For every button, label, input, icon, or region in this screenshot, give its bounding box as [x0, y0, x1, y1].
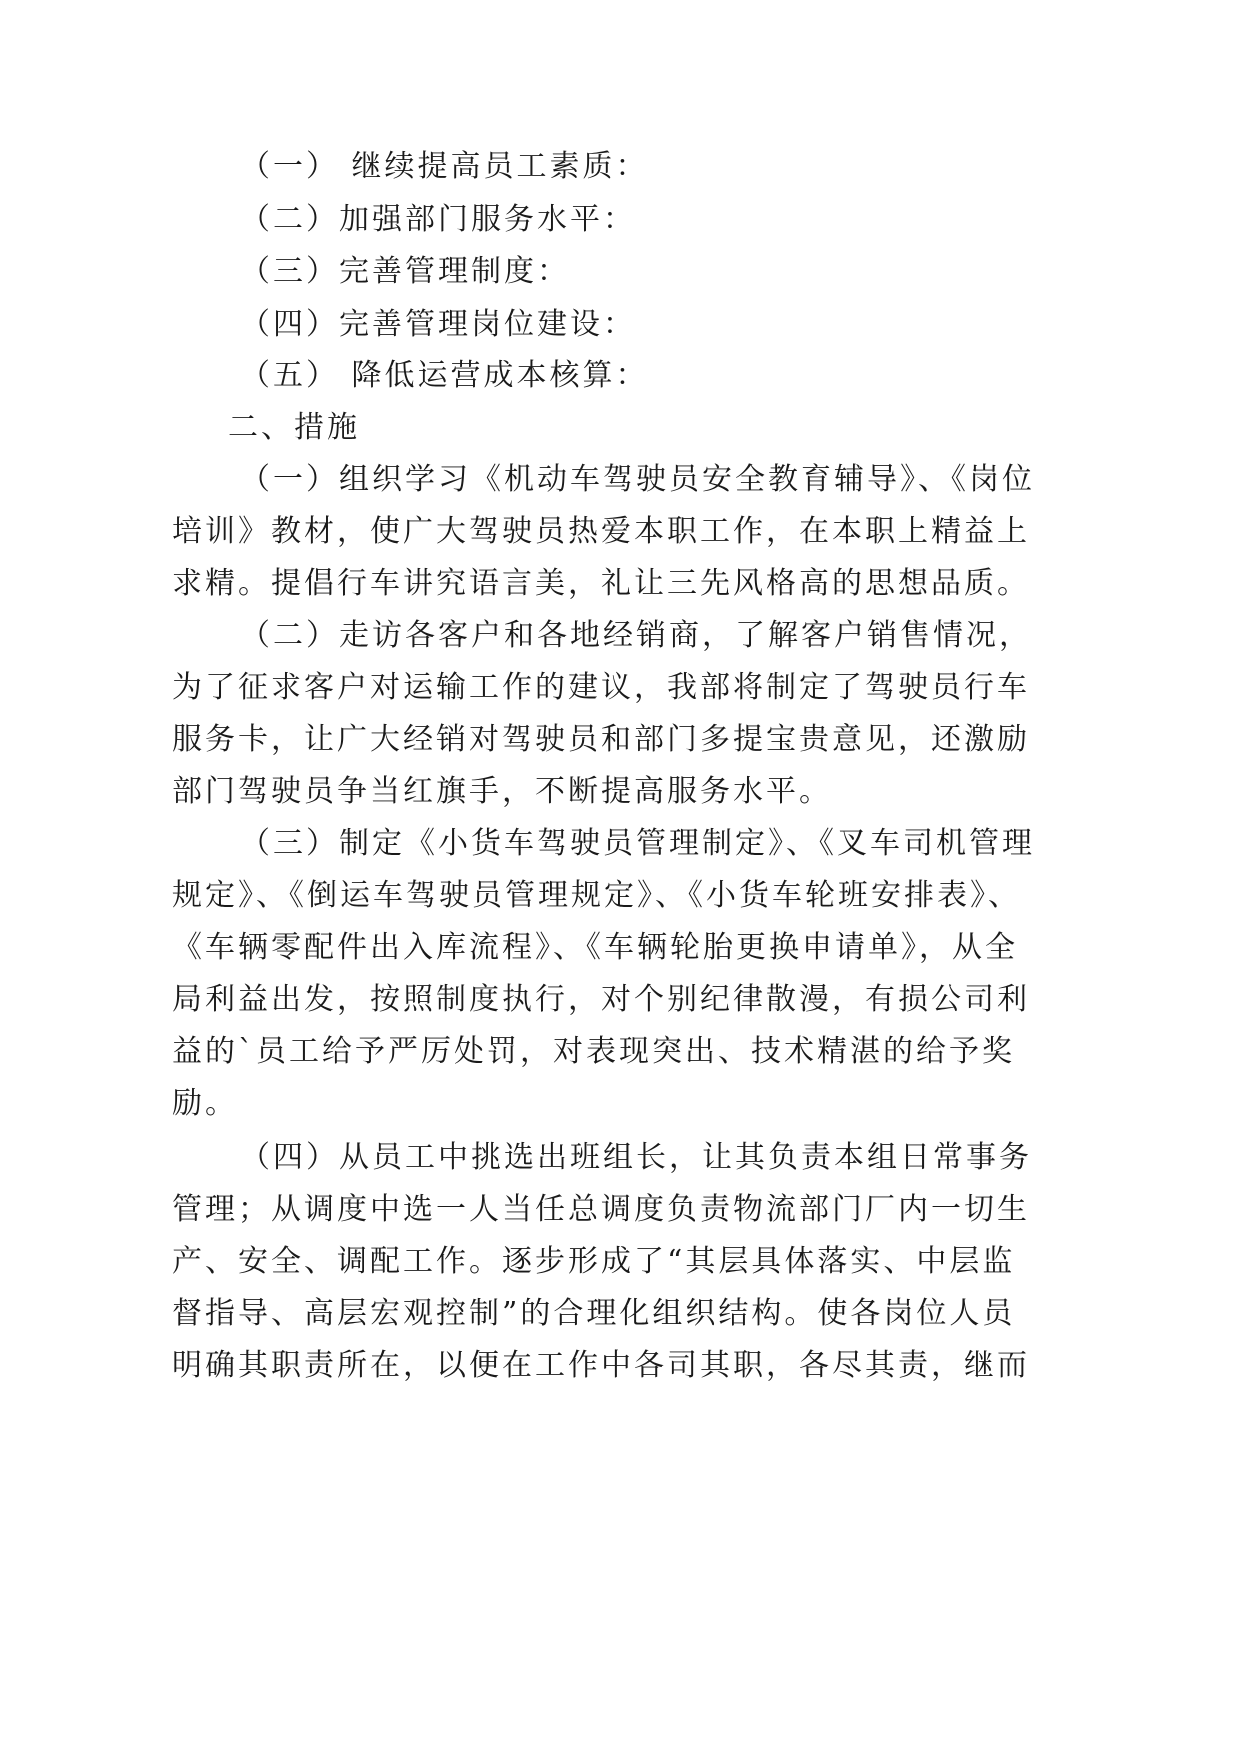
paragraph-2-line-2: 为了征求客户对运输工作的建议，我部将制定了驾驶员行车 — [172, 670, 1030, 705]
paragraph-2-line-3: 服务卡，让广大经销对驾驶员和部门多提宝贵意见，还激励 — [172, 722, 1030, 757]
paragraph-2-line-4: 部门驾驶员争当红旗手，不断提高服务水平。 — [172, 774, 832, 809]
paragraph-1-line-1: （一）组织学习《机动车驾驶员安全教育辅导》、《岗位 — [240, 462, 1035, 497]
paragraph-1-line-3: 求精。提倡行车讲究语言美，礼让三先风格高的思想品质。 — [172, 566, 1030, 601]
goal-item-1: （一） 继续提高员工素质： — [240, 149, 649, 184]
paragraph-4-line-1: （四）从员工中挑选出班组长，让其负责本组日常事务 — [240, 1140, 1032, 1175]
paragraph-1-line-2: 培训》教材，使广大驾驶员热爱本职工作，在本职上精益上 — [172, 514, 1030, 549]
section-heading: 二、措施 — [228, 410, 360, 445]
paragraph-3-line-2: 规定》、《倒运车驾驶员管理规定》、《小货车轮班安排表》、 — [172, 878, 1021, 913]
paragraph-3-line-3: 《车辆零配件出入库流程》、《车辆轮胎更换申请单》，从全 — [172, 930, 1018, 965]
paragraph-4-line-3: 产、安全、调配工作。逐步形成了“其层具体落实、中层监 — [172, 1244, 1016, 1279]
paragraph-2-line-1: （二）走访各客户和各地经销商，了解客户销售情况， — [240, 618, 1032, 653]
goal-item-4: （四）完善管理岗位建设： — [240, 307, 636, 342]
paragraph-4-line-2: 管理；从调度中选一人当任总调度负责物流部门厂内一切生 — [172, 1192, 1030, 1227]
goal-item-3: （三）完善管理制度： — [240, 254, 570, 289]
goal-item-2: （二）加强部门服务水平： — [240, 202, 636, 237]
paragraph-3-line-4: 局利益出发，按照制度执行，对个别纪律散漫，有损公司利 — [172, 982, 1030, 1017]
paragraph-4-line-4: 督指导、高层宏观控制”的合理化组织结构。使各岗位人员 — [172, 1296, 1016, 1331]
paragraph-3-line-1: （三）制定《小货车驾驶员管理制定》、《叉车司机管理 — [240, 826, 1035, 861]
paragraph-3-line-6: 励。 — [172, 1086, 238, 1121]
goal-item-5: （五） 降低运营成本核算： — [240, 358, 649, 393]
paragraph-4-line-5: 明确其职责所在，以便在工作中各司其职，各尽其责，继而 — [172, 1348, 1030, 1383]
paragraph-3-line-5: 益的`员工给予严厉处罚，对表现突出、技术精湛的给予奖 — [172, 1034, 1015, 1069]
